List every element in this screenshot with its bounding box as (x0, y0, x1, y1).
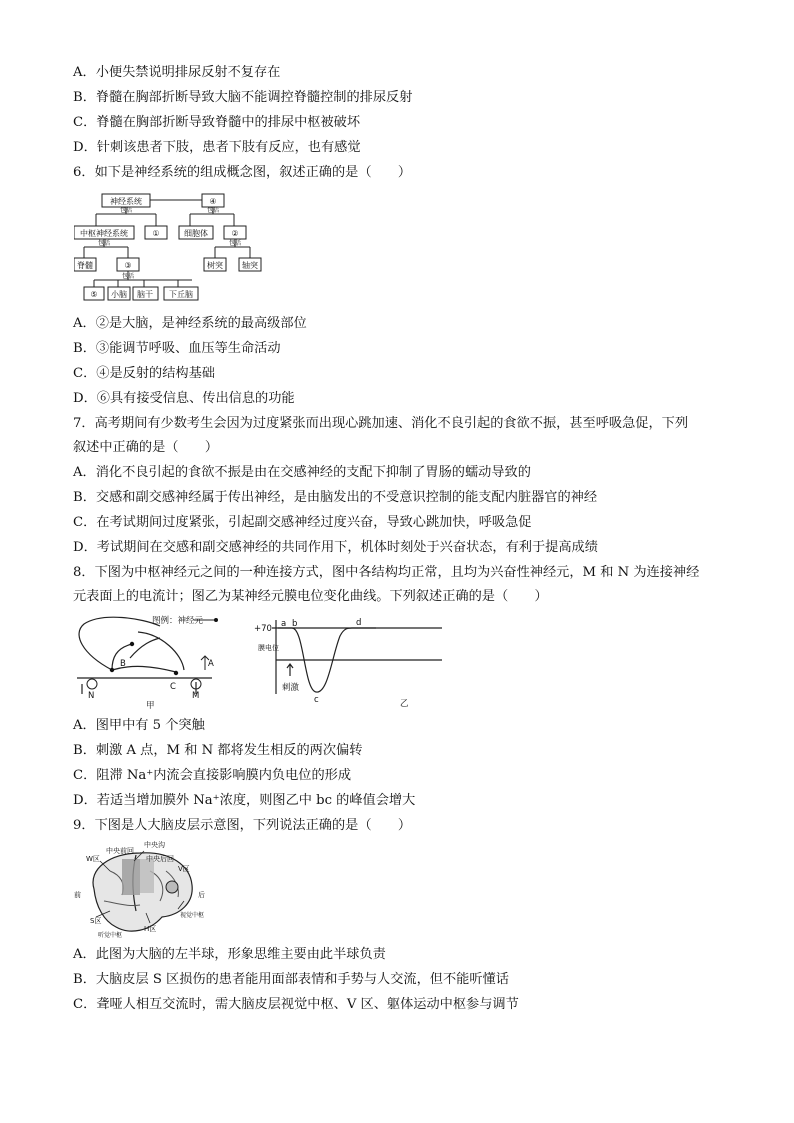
q6-option-a: A．②是大脑，是神经系统的最高级部位 (73, 316, 307, 331)
region-s: S区 (90, 917, 102, 925)
label-m: M (192, 691, 200, 701)
node-cerebellum: 小脑 (111, 290, 127, 299)
region-h: H区 (144, 925, 157, 933)
q7-option-a: A．消化不良引起的食欲不振是由在交感神经的支配下抑制了胃肠的蠕动导致的 (73, 465, 531, 480)
region-w: W区 (86, 855, 100, 863)
rel-label: 包括 (228, 240, 242, 247)
node-hypothalamus: 下丘脑 (169, 290, 193, 299)
q8-stem-line2: 元表面上的电流计；图乙为某神经元膜电位变化曲线。下列叙述正确的是（ ） (73, 589, 548, 604)
q5-option-d: D．针刺该患者下肢，患者下肢有反应，也有感觉 (73, 140, 361, 155)
node-cns: 中枢神经系统 (80, 229, 128, 238)
point-d: d (356, 618, 362, 628)
label-n: N (88, 691, 95, 701)
jia-legend: 图例：神经元 (152, 616, 204, 626)
label-c: C (170, 682, 176, 692)
q7-stem-line1: 7．高考期间有少数考生会因为过度紧张而出现心跳加速、消化不良引起的食欲不振，甚至呼吸急促，下列 (73, 416, 689, 431)
node-5: ⑤ (90, 290, 98, 299)
stimulus-label: 刺激 (282, 683, 300, 693)
rel-label: 包括 (97, 240, 111, 247)
precentral-gyrus: 中央前回 (106, 847, 134, 855)
central-sulcus: 中央沟 (144, 841, 165, 849)
caption-jia: 甲 (146, 701, 155, 710)
node-axon: 轴突 (242, 261, 258, 270)
q9-option-c: C．聋哑人相互交流时，需大脑皮层视觉中枢、V 区、躯体运动中枢参与调节 (73, 997, 519, 1012)
q8-option-c: C．阻滞 Na⁺内流会直接影响膜内负电位的形成 (73, 768, 352, 783)
neuron-connection-diagram-jia (72, 614, 248, 710)
q5-option-a: A．小便失禁说明排尿反射不复存在 (73, 65, 281, 80)
q9-option-a: A．此图为大脑的左半球，形象思维主要由此半球负责 (73, 947, 386, 962)
q8-stem-line1: 8．下图为中枢神经元之间的一种连接方式，图中各结构均正常，且均为兴奋性神经元，M 和 N 为连接神经 (73, 565, 700, 580)
node-root: 神经系统 (110, 197, 142, 206)
label-b: B (120, 659, 126, 669)
q6-option-d: D．⑥具有接受信息、传出信息的功能 (73, 391, 295, 406)
back-label: 后 (198, 891, 205, 899)
node-1: ① (152, 229, 160, 238)
label-a: A (208, 659, 214, 669)
q7-option-b: B．交感和副交感神经属于传出神经，是由脑发出的不受意识控制的能支配内脏器官的神经 (73, 490, 597, 505)
q6-stem: 6．如下是神经系统的组成概念图，叙述正确的是（ ） (73, 165, 412, 180)
caption-yi: 乙 (400, 699, 409, 709)
node-spinal: 脊髓 (77, 261, 93, 270)
q5-option-b: B．脊髓在胸部折断导致大脑不能调控脊髓控制的排尿反射 (73, 90, 413, 105)
front-label: 前 (74, 891, 81, 899)
q8-option-b: B．刺激 A 点，M 和 N 都将发生相反的两次偏转 (73, 743, 363, 758)
node-brainstem: 脑干 (137, 290, 153, 299)
q5-option-c: C．脊髓在胸部折断导致脊髓中的排尿中枢被破坏 (73, 115, 361, 130)
cerebral-cortex-diagram (70, 841, 220, 941)
y-axis-label: 膜电位 (258, 644, 279, 652)
node-4: ④ (209, 197, 217, 206)
region-v: V区 (178, 865, 190, 873)
node-2: ② (231, 229, 239, 238)
rel-label: 包括 (206, 207, 220, 214)
q7-stem-line2: 叙述中正确的是（ ） (73, 440, 219, 455)
point-c: c (314, 695, 319, 705)
rel-label: 包括 (119, 207, 133, 214)
postcentral-gyrus: 中央后回 (146, 855, 174, 863)
q9-stem: 9．下图是人大脑皮层示意图，下列说法正确的是（ ） (73, 818, 412, 833)
nervous-system-concept-diagram (74, 190, 274, 302)
node-cell-body: 细胞体 (184, 229, 208, 238)
y-tick-70: +70 (254, 624, 272, 634)
q8-option-d: D．若适当增加膜外 Na⁺浓度，则图乙中 bc 的峰值会增大 (73, 793, 416, 808)
point-b: b (292, 619, 298, 629)
q9-option-b: B．大脑皮层 S 区损伤的患者能用面部表情和手势与人交流，但不能听懂话 (73, 972, 509, 987)
q8-option-a: A．图甲中有 5 个突触 (73, 718, 205, 733)
rel-label: 包括 (121, 273, 135, 280)
node-3: ③ (124, 261, 132, 270)
membrane-potential-chart-yi (252, 616, 448, 710)
auditory-center: 听觉中枢 (98, 932, 123, 939)
visual-center: 视觉中枢 (180, 912, 205, 919)
node-dendrite: 树突 (207, 261, 223, 270)
q7-option-d: D．考试期间在交感和副交感神经的共同作用下，机体时刻处于兴奋状态，有利于提高成绩 (73, 540, 598, 555)
q6-option-b: B．③能调节呼吸、血压等生命活动 (73, 341, 281, 356)
q6-option-c: C．④是反射的结构基础 (73, 366, 215, 381)
point-a: a (281, 619, 287, 629)
q7-option-c: C．在考试期间过度紧张，引起副交感神经过度兴奋，导致心跳加快，呼吸急促 (73, 515, 532, 530)
